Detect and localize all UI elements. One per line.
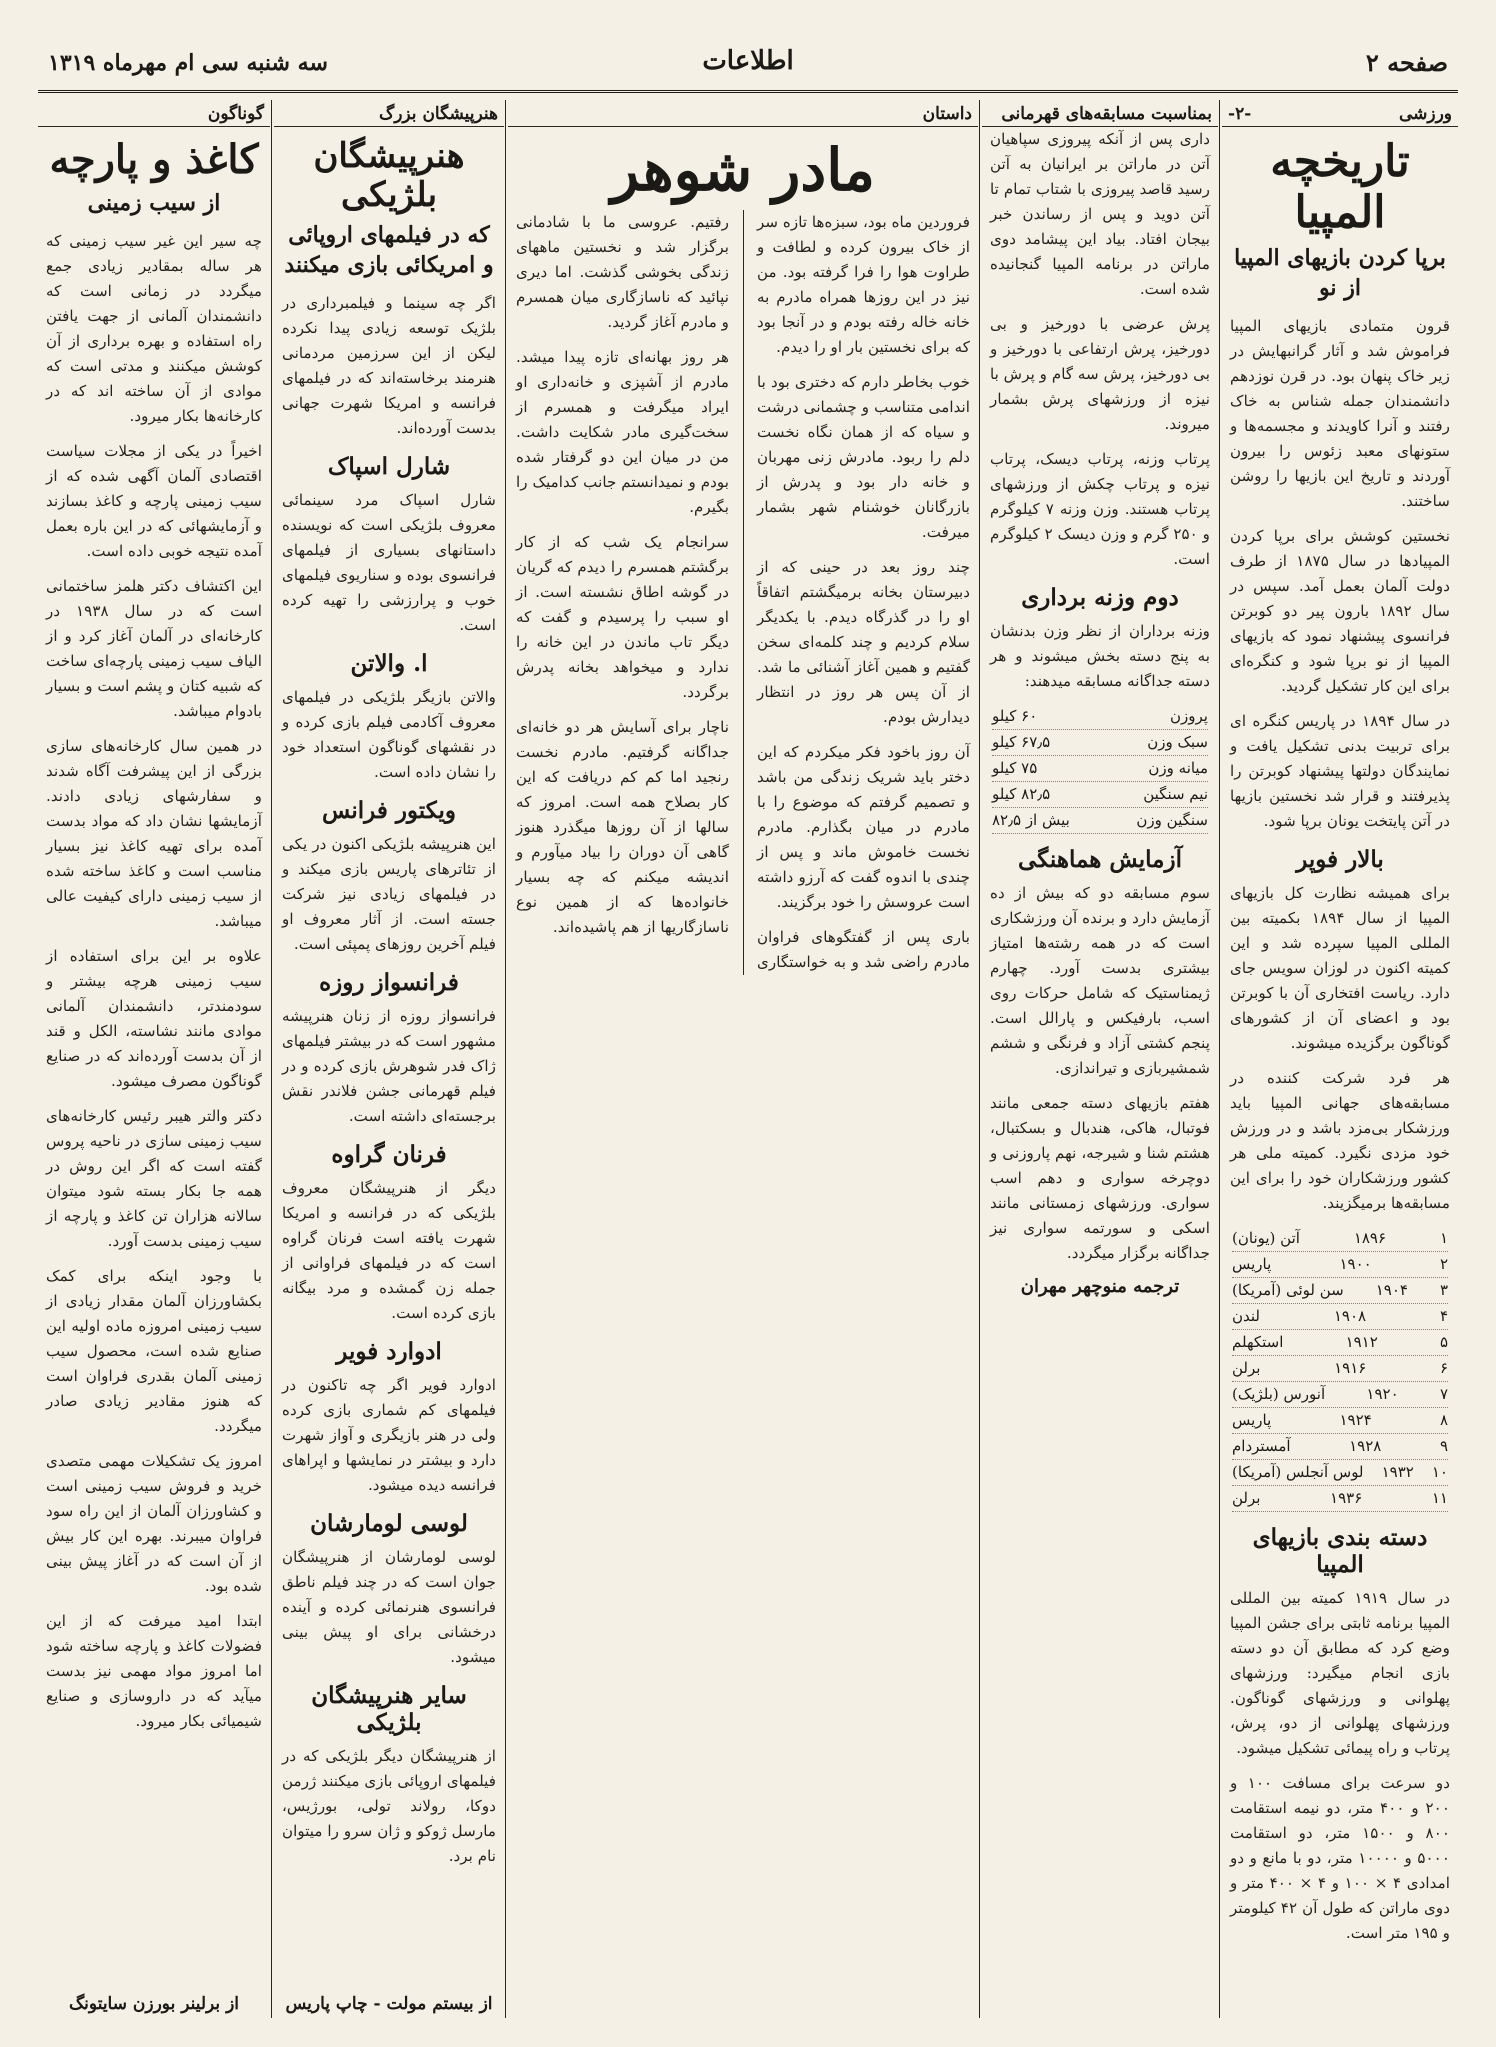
section-title: دسته بندی بازیهای المپیا [1252, 1523, 1428, 1578]
footer-credit: از بیستم مولت - چاپ پاریس [285, 1994, 493, 2014]
section-kicker [1222, 100, 1458, 127]
paragraph: ادوارد فویر اگر چه تاکنون در فیلمهای کم شماری بازی کرده ولی در هنر بازیگری و آواز شهرت دارد و بیشتر در نمایشها و اپراهای فرانسه دیده میشود. [282, 1375, 496, 1494]
actor-name: فرنان گراوه [331, 1140, 447, 1168]
list-item: ۱۰ ۱۹۳۲ لوس آنجلس (آمریکا) [1232, 1460, 1448, 1486]
masthead [38, 28, 1458, 93]
article-subhead: از سیب زمینی [87, 190, 221, 216]
paragraph: وزنه برداران از نظر وزن بدنشان به پنج دسته بخش میشوند و هر دسته جداگانه مسابقه میدهند: [990, 622, 1210, 690]
paragraph: پرش عرضی با دورخیز و بی دورخیز، پرش ارتفاعی با دورخیز و بی دورخیز، پرش سه گام و پرش با نیزه از ورزشهای پرش بشمار میروند. [990, 315, 1210, 433]
actor-name: ویکتور فرانس [322, 796, 456, 824]
list-item: ۵ ۱۹۱۲ استکهلم [1232, 1330, 1448, 1356]
column-misc [38, 100, 270, 2018]
kicker-label: گوناگون [207, 104, 264, 124]
actor-name: فرانسواز روزه [319, 968, 459, 996]
paragraph: فرانسواز روزه از زنان هنرپیشه مشهور است که در بیشتر فیلمهای ژاک فدر شوهرش بازی کرده و در فیلم قهرمانی جشن فلاندر نقش برجسته‌ای داشته است. [282, 1006, 496, 1125]
paragraph: این هنرپیشه بلژیکی اکنون در یکی از تئاترهای پاریس بازی میکند و در فیلمهای زیادی نیز شرکت جسته است. از آثار معروف او فیلم آخرین روزهای پمپئی است. [282, 834, 496, 953]
paragraph: در سال ۱۸۹۴ در پاریس کنگره ای برای تربیت بدنی تشکیل یافت و نمایندگان دولتها پیشنهاد کوبرتن را پذیرفتند و قرار شد نخستین بازیها در آتن پایتخت یونان برپا شود. [1230, 711, 1450, 830]
list-item: نیم سنگین ۸۲٫۵ کیلو [992, 782, 1208, 808]
paragraph: چه سیر این غیر سیب زمینی که هر ساله بمقادیر زیادی جمع میگردد در زمانی است که دانشمندان آلمانی از جهت یافتن راه استفاده و بهره برداری از آن کوشش میکنند و مدتی است که موادی از آن ساخته اند که در کارخانه‌ها بکار میرود. [46, 231, 262, 425]
column-rule [1219, 100, 1220, 2018]
actor-name: لوسی لومارشان [310, 1509, 468, 1537]
article-subhead: که در فیلمهای اروپائی و امریکائی بازی میکنند [284, 222, 494, 278]
section-kicker [38, 100, 270, 127]
paragraph: هفتم بازیهای دسته جمعی مانند فوتبال، هاکی، هندبال و بسکتبال، هشتم شنا و شیرجه، نهم پاروزنی و دوچرخه سواری و دهم اسب سواری. ورزشهای زمستانی مانند اسکی و سورتمه سواری نیز جداگانه برگزار میگردد. [990, 1094, 1210, 1262]
paragraph: امروز یک تشکیلات مهمی متصدی خرید و فروش سیب زمینی است و کشاورزان آلمان از این راه سود فراوان میبرند. بهره این کار بیش از آن است که در آغاز پیش بینی شده بود. [46, 1451, 262, 1595]
paragraph: سرانجام یک شب که از کار برگشتم همسرم را دیدم که گریان در گوشه اطاق نشسته است. از او سبب را پرسیدم و گفت که دیگر تاب ماندن در این خانه را ندارد و میخواهد بخانه پدرش برگردد. [516, 532, 729, 701]
paragraph: چند روز بعد در حینی که از دبیرستان بخانه برمیگشتم اتفاقاً او را در گذرگاه دیدم. با یکدیگر سلام کردیم و چند کلمه‌ای سخن گفتیم و همین آغاز آشنائی ما شد. از آن پس هر روز در انتظار دیدارش بودم. [757, 557, 970, 726]
article-headline: کاغذ و پارچه [49, 136, 259, 183]
column-sports [1222, 100, 1458, 2018]
list-item: میانه وزن ۷۵ کیلو [992, 756, 1208, 782]
section-title: آزمایش هماهنگی [1018, 846, 1182, 873]
paragraph: هر فرد شرکت کننده در مسابقه‌های جهانی المپیا باید ورزشکار بی‌مزد باشد و در ورزش خود مزدی نگیرد. کمیته ملی هر کشور ورزشکاران خود را برای این مسابقه‌ها برمیگزیند. [1230, 1068, 1450, 1212]
column-rule [271, 100, 272, 2018]
kicker-number: -۲- [1228, 104, 1252, 124]
paper-name: اطلاعات [702, 46, 794, 76]
actor-name: سایر هنرپیشگان بلژیکی [311, 1681, 467, 1736]
olympiad-list [1232, 1226, 1448, 1512]
paragraph: داری پس از آنکه پیروزی سپاهیان آتن در ماراتن بر ایرانیان به آتن رسید قاصد پیروزی با شتاب تمام تا آتن دوید و پس از رساندن خبر بیجان افتاد. بیاد این پیشامد دوی ماراتن در برنامه المپیا گنجانیده شده است. [990, 130, 1210, 298]
actor-name: شارل اسپاک [327, 452, 451, 480]
paragraph: فروردین ماه بود، سبزه‌ها تازه سر از خاک بیرون کرده و لطافت و طراوت هوا را فرا گرفته بود. من نیز در این روزها همراه مادرم به خانه خاله رفته بودم و در آنجا بود که برای نخستین بار او را دیدم. [757, 212, 970, 356]
paragraph: برای همیشه نظارت کل بازیهای المپیا از سال ۱۸۹۴ بکمیته بین المللی المپیا سپرده شد و این کمیته اکنون در لوزان سویس جای دارد. ریاست افتخاری آن با کوبرتن بود و اعضای آن از کشورهای گوناگون برگزیده میشوند. [1230, 883, 1450, 1052]
list-item: ۶ ۱۹۱۶ برلن [1232, 1356, 1448, 1382]
paragraph: شارل اسپاک مرد سینمائی معروف بلژیکی است که نویسنده داستانهای بسیاری از فیلمهای فرانسوی بوده و سناریوی فیلمهای خوب و پرارزشی را تهیه کرده است. [282, 490, 496, 634]
column-story [508, 100, 978, 2018]
newspaper-page [38, 28, 1458, 2018]
column-sports-continued [982, 100, 1218, 2018]
list-item: ۳ ۱۹۰۴ سن لوئی (آمریکا) [1232, 1278, 1448, 1304]
paragraph: با وجود اینکه برای کمک بکشاورزان آلمان مقدار زیادی از سیب زمینی امروزه ماده اولیه این صنایع شده است، محصول سیب زمینی آلمان بقدری فراوان است که هنوز مقادیر زیادی صادر میگردد. [46, 1266, 262, 1435]
column-rule [979, 100, 980, 2018]
list-item: ۴ ۱۹۰۸ لندن [1232, 1304, 1448, 1330]
paragraph: خوب بخاطر دارم که دختری بود با اندامی متناسب و چشمانی درشت و سیاه که از همان نگاه نخست دلم را ربود. مادرش زنی مهربان و خانه دار بود و پدرش از بازرگانان خوشنام شهر بشمار میرفت. [757, 372, 970, 541]
paragraph: در همین سال کارخانه‌های سازی بزرگی از این پیشرفت آگاه شدند و سفارشهای زیادی دادند. آزمایشها نشان داد که مواد بدست آمده برای تهیه کاغذ نیز بسیار مناسب است و کاغذ ساخته شده از سیب زمینی دارای کیفیت عالی میباشد. [46, 736, 262, 930]
page-number: صفحه ۲ [1365, 48, 1448, 77]
paragraph: دیگر از هنرپیشگان معروف بلژیکی که در فرانسه و امریکا شهرت یافته است فرنان گراوه است که در فیلمهای فراوانی از جمله زن گمشده و مرد بیگانه بازی کرده است. [282, 1178, 496, 1322]
list-item: ۱۱ ۱۹۳۶ برلن [1232, 1486, 1448, 1512]
list-item: ۷ ۱۹۲۰ آنورس (بلژیک) [1232, 1382, 1448, 1408]
paragraph: نخستین کوشش برای برپا کردن المپیادها در سال ۱۸۷۵ از طرف دولت آلمان بعمل آمد. سپس در سال ۱۸۹۲ بارون پیر دو کوبرتن فرانسوی پیشنهاد نمود که بازیهای المپیا از نو برپا شود و کنگره‌ای برای این کار تشکیل گردید. [1230, 526, 1450, 695]
column-film [274, 100, 504, 2018]
byline: ترجمه منوچهر مهران [1020, 1276, 1180, 1297]
footer-credit: از برلینر بورزن سایتونگ [68, 1994, 240, 2014]
section-title: دوم وزنه برداری [1021, 584, 1179, 611]
paragraph: هر روز بهانه‌ای تازه پیدا میشد. مادرم از آشپزی و خانه‌داری او ایراد میگرفت و همسرم از سخت‌گیری مادر شکایت داشت. من در میان این دو گرفتار شده بودم و نمیدانستم جانب کدامیک را بگیرم. [516, 347, 729, 516]
paragraph: اگر چه سینما و فیلمبرداری در بلژیک توسعه زیادی پیدا نکرده لیکن از این سرزمین مردمانی هنرمند برخاسته‌اند که در فیلمهای فرانسه و امریکا شهرت جهانی بدست آورده‌اند. [282, 293, 496, 437]
paragraph: علاوه بر این برای استفاده از سیب زمینی هرچه بیشتر و سودمندتر، دانشمندان آلمانی موادی مانند نشاسته، الکل و قند از آن بدست آورده‌اند که در صنایع گوناگون مصرف میشود. [46, 946, 262, 1090]
list-item: ۹ ۱۹۲۸ آمستردام [1232, 1434, 1448, 1460]
story-body [508, 210, 978, 975]
kicker-label: ورزشی [1398, 104, 1452, 124]
paragraph: در سال ۱۹۱۹ کمیته بین المللی المپیا برنامه ثابتی برای جشن المپیا وضع کرد که مطابق آن دو دسته بازی انجام میگیرد: ورزشهای پهلوانی و ورزشهای گوناگون. ورزشهای پهلوانی از دو، پرش، پرتاب و راه پیمائی تشکیل میشود. [1230, 1588, 1451, 1757]
paragraph: ابتدا امید میرفت که از این فضولات کاغذ و پارچه ساخته شود اما امروز مواد مهمی نیز بدست میآید که در داروسازی و صنایع شیمیائی بکار میرود. [46, 1611, 262, 1730]
paragraph: والاتن بازیگر بلژیکی در فیلمهای معروف آکادمی فیلم بازی کرده و در نقشهای گوناگون استعداد خود را نشان داده است. [282, 687, 496, 781]
actor-name: ا. والاتن [350, 649, 428, 677]
column-rule [505, 100, 506, 2018]
list-item: ۱ ۱۸۹۶ آتن (یونان) [1232, 1226, 1448, 1252]
paragraph: دکتر والتر هیبر رئیس کارخانه‌های سیب زمینی سازی در ناحیه پروس گفته است که اگر این روش در همه جا بکار بسته شود میتوان سالانه هزاران تن کاغذ و پارچه از سیب زمینی بدست آورد. [46, 1106, 262, 1250]
section-kicker [508, 100, 978, 127]
paragraph: قرون متمادی بازیهای المپیا فراموش شد و آثار گرانبهایش در زیر خاک پنهان بود. در قرن نوزدهم دانشمندان جمله شناس به خاک رفتند و آنرا کاویدند و مجسمه‌ها و ستونهای معبد زئوس را بیرون آوردند و تاریخ این بازیها را روشن ساختند. [1230, 316, 1450, 510]
list-item: ۲ ۱۹۰۰ پاریس [1232, 1252, 1448, 1278]
article-subhead: برپا کردن بازیهای المپیا از نو [1234, 245, 1446, 301]
list-item: ۸ ۱۹۲۴ پاریس [1232, 1408, 1448, 1434]
list-item: سبک وزن ۶۷٫۵ کیلو [992, 730, 1208, 756]
article-headline: هنرپیشگان بلژیکی [313, 136, 465, 216]
issue-date: سه شنبه سی ام مهرماه ۱۳۱۹ [48, 50, 328, 76]
article-headline: تاریخچه المپیا [1270, 136, 1410, 238]
list-item: پروزن ۶۰ کیلو [992, 704, 1208, 730]
paragraph: دو سرعت برای مسافت ۱۰۰ و ۲۰۰ و ۴۰۰ متر، دو نیمه استقامت ۸۰۰ و ۱۵۰۰ متر، دو استقامت ۵۰۰۰ و ۱۰۰۰۰ متر، دو با مانع و دو امدادی ۴ × ۱۰۰ و ۴ × ۴۰۰ متر و دوی ماراتن که طول آن ۴۲ کیلومتر و ۱۹۵ متر است. [1230, 1773, 1451, 1942]
story-headline: مادر شوهر [611, 136, 875, 204]
weight-class-list [992, 704, 1208, 834]
columns [38, 100, 1458, 2018]
paragraph: آن روز باخود فکر میکردم که این دختر باید شریک زندگی من باشد و تصمیم گرفتم که موضوع را با مادرم در میان بگذارم. مادرم نخست خاموش ماند و پس از چندی با اندوه گفت که آرزو داشته است عروسش را خود برگزیند. [757, 742, 970, 911]
paragraph: سوم مسابقه دو که بیش از ده آزمایش دارد و برنده آن ورزشکاری است که در همه رشته‌ها امتیاز بیشتری بدست آورد. چهارم ژیمناستیک که شامل حرکات روی اسب، بارفیکس و پارالل است. پنجم کشتی آزاد و فرنگی و ششم شمشیربازی و تیراندازی. [990, 884, 1210, 1077]
actor-name: ادوارد فویر [336, 1337, 442, 1365]
paragraph: لوسی لومارشان از هنرپیشگان جوان است که در چند فیلم ناطق فرانسوی هنرنمائی کرده و آینده درخشانی برای او پیش بینی میشود. [282, 1547, 496, 1666]
paragraph: باری پس از گفتگوهای فراوان مادرم راضی شد و به خواستگاری رفتیم. عروسی ما با شادمانی برگزار شد و نخستین ماههای زندگی بخوشی گذشت. اما دیری نپائید که ناسازگاری میان همسرم و مادرم آغاز گردید. [516, 212, 970, 971]
paragraph: پرتاب وزنه، پرتاب دیسک، پرتاب نیزه و پرتاب چکش از ورزشهای پرتاب هستند. وزن وزنه ۷ کیلوگرم و ۲۵۰ گرم و وزن دیسک ۲ کیلوگرم است. [990, 450, 1211, 568]
paragraph: این اکتشاف دکتر هلمز ساختمانی است که در سال ۱۹۳۸ در کارخانه‌ای در آلمان آغاز کرد و از الیاف سیب زمینی پارچه‌ای ساخت که شبیه کتان و پشم است و بسیار بادوام میباشد. [46, 576, 262, 720]
list-item: سنگین وزن بیش از ۸۲٫۵ [992, 808, 1208, 834]
kicker-label: هنرپیشگان بزرگ [378, 104, 498, 124]
section-kicker [982, 100, 1218, 127]
kicker-label: بمناسبت مسابقه‌های قهرمانی [1001, 104, 1212, 124]
kicker-label: داستان [922, 104, 972, 124]
paragraph: ناچار برای آسایش هر دو خانه‌ای جداگانه گرفتیم. مادرم نخست رنجید اما کم کم دریافت که این کار بصلاح همه است. امروز که سالها از آن روزها میگذرد هنوز گاهی آن دوران را بیاد میآورم و اندیشه میکنم که چه بسیار خانواده‌ها که از همین نوع ناسازگاریها از هم پاشیده‌اند. [516, 717, 729, 936]
paragraph: اخیراً در یکی از مجلات سیاست اقتصادی آلمان آگهی شده که از سیب زمینی پارچه و کاغذ بسازند و آزمایشهائی که در این باره بعمل آمده نتیجه خوبی داده است. [46, 441, 262, 560]
paragraph: از هنرپیشگان دیگر بلژیکی که در فیلمهای اروپائی بازی میکنند ژرمن دوکا، رولاند تولی، بورژیس، مارسل ژوکو و ژان سرو را میتوان نام برد. [282, 1746, 496, 1865]
section-kicker [274, 100, 504, 127]
section-title: بالار فوپر [1296, 845, 1384, 873]
